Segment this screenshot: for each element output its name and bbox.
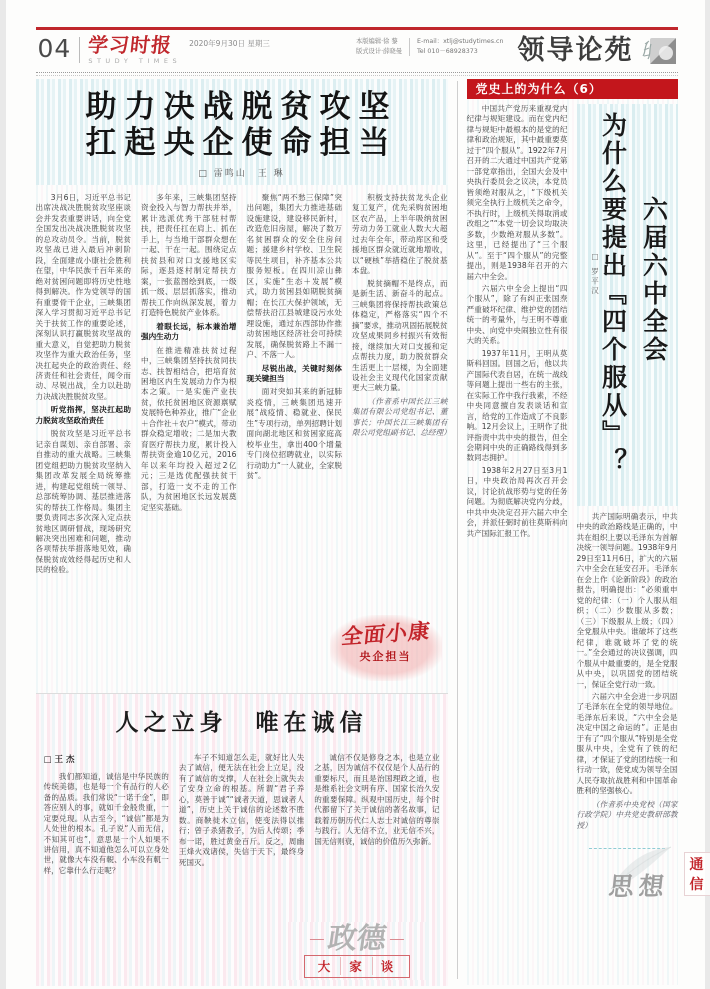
badge-line1: 全面小康 (339, 618, 432, 650)
sixiang-column-stamp (577, 851, 707, 907)
body-paragraph: 在推进精准扶贫过程中，三峡集团坚持扶贫同扶志、扶智相结合，把培育贫困地区内生发展动力作为根本之策。一是实施产业扶贫，依托贫困地区资源禀赋发展特色种养业，推广“企业＋合作社＋农户”模式，带动群众稳定增收；二是加大教育医疗帮扶力度，累计投入帮扶资金逾10亿元，2016年以来年均投入超过2亿元；三是选优配强扶贫干部，打造一支不走的工作队，为贫困地区长远发展奠定坚实基础。 (141, 345, 237, 512)
zhengde-stamp-big: 政德 (315, 924, 397, 954)
main-column-4 (352, 193, 451, 685)
section-title: 领导论苑 (517, 35, 634, 65)
integrity-column-2 (179, 753, 304, 975)
main-headline-block (36, 79, 448, 185)
issue-date: 2020年9月30日 星期三 (189, 39, 270, 48)
history-right-column (576, 104, 707, 985)
masthead-cn: 学习时报 (87, 35, 174, 57)
credits-divider (409, 38, 410, 56)
header-rule-dotted-2 (36, 75, 678, 76)
masthead-en: STUDY TIMES (88, 57, 182, 65)
zhengde-char: 谈 (372, 957, 404, 975)
history-title-line1: 六届六中全会 (639, 196, 667, 364)
main-title-line2: 扛起央企使命担当 (85, 125, 398, 160)
main-column-2 (141, 193, 237, 685)
zhengde-stamp-box (304, 955, 410, 978)
integrity-title: 人之立身 唯在诚信 (115, 710, 368, 735)
email-line: E-mail：xtlj@studytimes.cn (417, 38, 504, 45)
integrity-article (36, 693, 448, 986)
body-paragraph: 面对突如其来的新冠肺炎疫情，三峡集团迅速开展“战疫情、稳就业、保民生”专项行动，单列招聘计划面向湖北地区和贫困家庭高校毕业生，拿出400个增量专门岗位招聘就业，以实际行动助力“一人就业，全家脱贫”。 (246, 387, 342, 481)
main-column-3 (247, 193, 343, 685)
body-paragraph: 脱贫攻坚是习近平总书记亲自谋划、亲自部署、亲自推动的重大战略。三峡集团党组把助力脱贫攻坚纳入集团改革发展全局统筹推进，构建起党组统一领导、总部统筹协调、基层推进落实的帮扶工作格局。集团主要负责同志多次深入定点扶贫地区调研督战，现场研究解决突出困难和问题，推动各项帮扶举措落地见效，确保脱贫成效经得起历史和人民的检验。 (35, 429, 131, 575)
history-column-2 (577, 512, 678, 842)
designer-line: 版式设计·薛晓曼 (355, 48, 403, 55)
sixiang-stamp-small: 通信 (685, 853, 710, 895)
main-column-1 (36, 193, 132, 685)
sixiang-stamp-big: 思想 (606, 874, 670, 901)
badge-line2: 央企担当 (359, 651, 412, 663)
right-zone (466, 79, 707, 985)
zhengde-char: 家 (340, 957, 372, 975)
history-byline: □ 罗平汉 (590, 252, 600, 296)
campaign-badge (330, 615, 442, 681)
tel-line: Tel 010－68928373 (417, 48, 478, 55)
article-byline: □ 王 杰 (43, 755, 75, 765)
body-paragraph: 六届六中全会进一步巩固了毛泽东在全党的领导地位。毛泽东后来说，“六中全会是决定中国之命运的”。正是由于有了“四个服从”特别是全党服从中央，全党有了铁的纪律，才保证了党的团结统一和行动一致，使党成为领导全国人民夺取抗战胜利和中国革命胜利的坚强核心。 (576, 691, 678, 796)
body-paragraph: 多年来，三峡集团坚持资金投入与智力帮扶并举，累计选派优秀干部驻村帮扶，把责任扛在肩上、抓在手上，与当地干部群众想在一起、干在一起。围绕定点扶贫县和对口支援地区实际，逐县逐村制定帮扶方案，一张蓝图绘到底，一级抓一级、层层抓落实，推动帮扶工作向纵深发展，着力打造特色脱贫产业体系。 (141, 193, 237, 318)
masthead (88, 36, 181, 65)
header-divider (79, 37, 80, 63)
body-paragraph: 六届六中全会上提出“四个服从”，除了有纠正张国焘严重破坏纪律、维护党的团结统一的考量外，与王明不尊重中央、向党中央闹独立性有很大的关系。 (466, 283, 568, 346)
history-title-line2: 为什么要提出『四个服从』？ (598, 112, 626, 476)
body-paragraph: 诚信不仅是修身之本，也是立业之基，因为诚信不仅仅是个人品行的重要标尺，而且是治国理政之道，也是维系社会文明有序、国家长治久安的重要保障。纵观中国历史，每个时代都留下了关于诚信的著名故事，记载着历朝历代仁人志士对诚信的尊崇与践行。人无信不立，业无信不兴，国无信则衰，诚信的价值历久弥新。 (314, 753, 440, 846)
author-endnote: （作者系中央党校（国家行政学院）中共党史教研部教授） (576, 799, 678, 830)
column-divider (457, 81, 458, 979)
body-paragraph: 脱贫摘帽不是终点，而是新生活、新奋斗的起点。三峡集团将保持帮扶政策总体稳定，严格落实“四个不摘”要求，推动巩固拓展脱贫攻坚成果同乡村振兴有效衔接，继续加大对口支援和定点帮扶力度，助力脱贫群众生活更上一层楼，为全面建设社会主义现代化国家贡献更大三峡力量。 (352, 278, 448, 393)
credits (356, 37, 504, 57)
history-kicker-banner: 党史上的为什么（6） (467, 79, 678, 99)
main-article-columns (35, 185, 451, 685)
zhengde-char: 大 (317, 959, 333, 974)
history-vertical-title-block (577, 104, 678, 506)
author-endnote: （作者系中国长江三峡集团有限公司党组书记、董事长；中国长江三峡集团有限公司党组副书记、总经理） (352, 396, 451, 438)
column-subhead: 尽锐出战，关键时刻体现关键担当 (246, 363, 342, 383)
body-paragraph: 车子不知道怎么走，就好比人失去了诚信，便无法在社会上立足，没有了诚信的支撑，人在社会上就失去了安身立命的根基。所谓“君子养心，莫善于诚”“诚者天道，思诚者人道”，历史上关于诚信的论述数不胜数。商鞅徙木立信，使变法得以推行；曾子杀猪教子，为后人传颂；季布一诺，胜过黄金百斤。反之，周幽王烽火戏诸侯，失信于天下，最终身死国灭。 (178, 753, 305, 867)
body-paragraph: 1937年11月，王明从莫斯科回国。回国之后，他以共产国际代表自居，在统一战线等问题上提出一些右的主张，在实际工作中我行我素，不经中央同意擅自发表谈话和宣言，给党的工作造成了不良影响。12月会议上，王明作了批评指责中共中央的报告，但全会期间中央的正确路线得到多数同志拥护。 (466, 348, 568, 463)
newspaper-page (6, 0, 705, 989)
column-subhead: 着眼长远，标本兼治增强内生动力 (141, 321, 237, 342)
zhengde-column-stamp (288, 922, 426, 980)
page-header (36, 30, 678, 69)
page-number: 04 (37, 34, 72, 63)
integrity-column-1 (44, 753, 169, 975)
body-paragraph: 1938年2月27日至3月1日，中央政治局再次召开会议，讨论抗战形势与党的任务问题。为彻底解决党内分歧，中共中央决定召开六届六中全会，并派任弼时前往莫斯科向共产国际汇报工作。 (466, 465, 568, 538)
main-byline: □ 雷鸣山 王 琳 (198, 169, 285, 179)
history-article (466, 99, 707, 985)
main-article (35, 79, 451, 685)
body-paragraph: 共产国际明确表示，中共中央的政治路线是正确的，中共在组织上要以毛泽东为首解决统一领导问题。1938年9月29日至11月6日，扩大的六届六中全会在延安召开。毛泽东在会上作《论新阶段》的政治报告，明确提出：“必须重申党的纪律：（一）个人服从组织；（二）少数服从多数；（三）下级服从上级；（四）全党服从中央。谁破坏了这些纪律，谁就破坏了党的统一。”全会通过的决议强调，四个服从中最重要的，是全党服从中央，以巩固党的团结统一，保证全党行动一致。 (576, 512, 678, 689)
body-paragraph: 我们都知道，诚信是中华民族的传统美德，也是每一个有品行的人必备的品质。我们常说“一诺千金”，即答应别人的事，就如千金般贵重，一定要兑现。从古至今，“诚信”都是为人处世的根本。孔子说“人而无信，不知其可也”，意思是一个人如果不讲信用，真不知道他怎么可以立身处世，就像大车没有輗、小车没有軏一样，它靠什么行走呢？ (43, 771, 169, 875)
column-subhead: 听党指挥，坚决扛起助力脱贫攻坚政治责任 (35, 405, 131, 425)
main-title-line1: 助力决战脱贫攻坚 (85, 89, 398, 124)
body-paragraph: 中国共产党历来重视党内纪律与规矩建设。而在党内纪律与规矩中最根本的是党的纪律和政治规矩，其中最重要莫过于“四个服从”。1922年7月召开的二大通过中国共产党第一部党章指出，全国大会及中央执行委员会之议决，本党员皆须绝对服从之，“下级机关须完全执行上级机关之命令，不执行时，上级机关得取消或改组之”“本党一切会议均取决多数，少数绝对服从多数”。这里，已经提出了“三个服从”。至于“四个服从”的完整提出，则是1938年召开的六届六中全会。 (466, 104, 568, 281)
header-rule-dotted (36, 72, 678, 73)
history-column-1 (467, 104, 568, 985)
left-zone (35, 79, 451, 985)
body-paragraph: 3月6日，习近平总书记出席决战决胜脱贫攻坚座谈会并发表重要讲话，向全党全国发出决战决胜脱贫攻坚的总攻动员令。当前，脱贫攻坚战已进入最后冲刺阶段，全面建成小康社会胜利在望，中华民族千百年来的绝对贫困问题即将历史性地得到解决。作为党领导的国有重要骨干企业，三峡集团深入学习贯彻习近平总书记关于扶贫工作的重要论述，深刻认识打赢脱贫攻坚战的重大意义，自觉把助力脱贫攻坚作为重大政治任务，坚决扛起央企的政治责任、经济责任和社会责任，闻令而动、尽锐出战，全力以赴助力决战决胜脱贫攻坚。 (35, 193, 131, 401)
body-paragraph: 聚焦“两不愁三保障”突出问题，集团大力推进基础设施建设，建设移民新村，改造危旧房屋，解决了数万名贫困群众的安全住房问题；援建乡村学校、卫生院等民生项目，补齐基本公共服务短板。在四川凉山彝区，实施“生态＋发展”模式，助力贫困县如期脱贫摘帽；在长江大保护领域，无偿帮扶沿江县城建设污水处理设施，通过东西部协作推动贫困地区经济社会可持续发展，确保脱贫路上不漏一户、不落一人。 (246, 193, 342, 360)
editor-line: 本版编辑·徐 黎 (355, 38, 398, 45)
body-paragraph: 积极支持扶贫龙头企业复工复产，优先采购贫困地区农产品，上半年吸纳贫困劳动力务工就业人数大大超过去年全年，带动库区和受援地区群众就近就地增收，以“硬核”举措稳住了脱贫基本盘。 (352, 193, 448, 276)
section-emblem-icon (642, 36, 676, 66)
